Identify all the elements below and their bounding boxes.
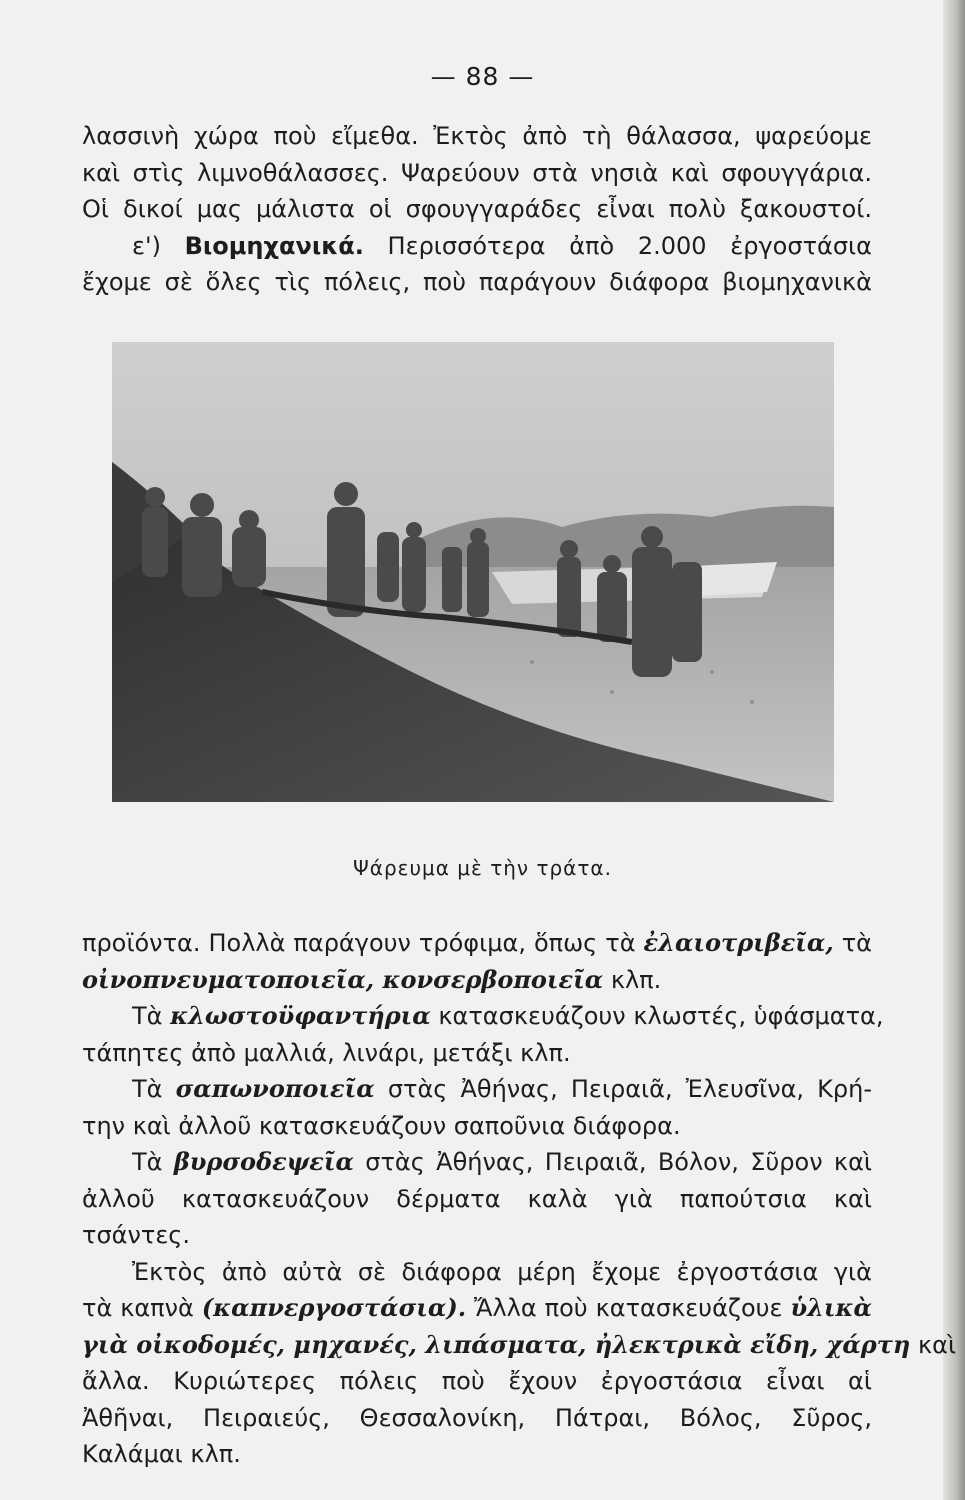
- text-line: λασσινὴ χώρα ποὺ εἴμεθα. Ἐκτὸς ἀπὸ τὴ θάλασσα, ψαρεύομε: [82, 122, 872, 150]
- text-run: Τὰ: [132, 1002, 171, 1030]
- text-line: Καλάμαι κλπ.: [82, 1440, 241, 1468]
- fishing-photo-illustration: [112, 342, 834, 802]
- text-line: καὶ στὶς λιμνοθάλασσες. Ψαρεύουν στὰ νησιὰ καὶ σφουγγάρια.: [82, 158, 872, 187]
- text-run: στὰς Ἀθήνας, Πειραιᾶ, Βόλον, Σῦρον καὶ: [353, 1148, 873, 1176]
- text-line: [82, 1071, 872, 1108]
- text-run: προϊόντα. Πολλὰ παράγουν τρόφιμα, ὅπως τὰ: [82, 929, 644, 957]
- text-run: τὰ καπνὰ: [82, 1294, 202, 1322]
- emphasis-term: ἐλαιοτριβεῖα,: [643, 928, 834, 957]
- section-heading-line: [82, 228, 872, 265]
- emphasis-term: (καπνεργοστάσια).: [201, 1293, 467, 1322]
- text-line: [82, 1327, 957, 1364]
- text-run: Τὰ: [132, 1148, 174, 1176]
- page-number: — 88 —: [430, 62, 535, 91]
- paragraph-top: [82, 118, 872, 301]
- emphasis-term: ὑλικὰ: [790, 1293, 873, 1322]
- emphasis-term: σαπωνοποιεῖα: [175, 1074, 375, 1103]
- emphasis-term: οἰνοπνευματοποιεῖα, κονσερβοποιεῖα: [82, 964, 604, 994]
- text-run: Ἄλλα ποὺ κατασκευάζουε: [466, 1294, 791, 1322]
- fishing-photo: [112, 342, 834, 802]
- emphasis-term: κλωστοϋφαντήρια: [170, 1001, 431, 1030]
- text-line: [82, 1144, 872, 1181]
- heading-prefix: ε'): [132, 231, 185, 260]
- text-line: Ἀθῆναι, Πειραιεύς, Θεσσαλονίκη, Πάτραι, Βόλος, Σῦρος,: [82, 1403, 872, 1432]
- emphasis-term: βυρσοδεψεῖα: [173, 1147, 354, 1176]
- text-line: ἄλλα. Κυριώτερες πόλεις ποὺ ἔχουν ἐργοστάσια εἶναι αἱ: [82, 1367, 872, 1395]
- text-line: [82, 998, 884, 1035]
- text-run: στὰς Ἀθήνας, Πειραιᾶ, Ἐλευσῖνα, Κρή-: [374, 1075, 872, 1103]
- text-line: Ἐκτὸς ἀπὸ αὐτὰ σὲ διάφορα μέρη ἔχομε ἐργοστάσια γιὰ: [132, 1257, 872, 1286]
- text-line: [82, 1290, 872, 1327]
- text-run: κατασκευάζουν κλωστές, ὑφάσματα,: [430, 1002, 884, 1030]
- emphasis-term: γιὰ οἰκοδομές, μηχανές, λιπάσματα, ἠλεκτρικὰ εἴδη, χάρτη: [82, 1329, 911, 1359]
- text-line: [82, 925, 872, 962]
- text-line: ἀλλοῦ κατασκευάζουν δέρματα καλὰ γιὰ παπούτσια καὶ: [82, 1184, 872, 1213]
- figure-caption: Ψάρευμα μὲ τὴν τράτα.: [353, 856, 612, 880]
- section-heading: Βιομηχανικά.: [184, 231, 364, 260]
- text-line: Οἱ δικοί μας μάλιστα οἱ σφουγγαράδες εἶναι πολὺ ξακουστοί.: [82, 195, 872, 223]
- text-line: ἔχομε σὲ ὅλες τὶς πόλεις, ποὺ παράγουν διάφορα βιομηχανικὰ: [82, 268, 872, 296]
- paragraph-bottom: [82, 925, 957, 1473]
- text-run: Τὰ: [132, 1075, 176, 1103]
- text-line: [82, 962, 872, 999]
- text-run: κλπ.: [603, 965, 662, 994]
- text-line: την καὶ ἀλλοῦ κατασκευάζουν σαποῦνια διάφορα.: [82, 1111, 681, 1140]
- heading-rest: Περισσότερα ἀπὸ 2.000 ἐργοστάσια: [363, 231, 873, 260]
- page-edge-shadow: [943, 0, 965, 1500]
- text-line: τσάντες.: [82, 1221, 191, 1249]
- text-run: καὶ: [910, 1330, 957, 1359]
- text-run: τὰ: [833, 929, 872, 957]
- text-line: τάπητες ἀπὸ μαλλιά, λινάρι, μετάξι κλπ.: [82, 1038, 571, 1067]
